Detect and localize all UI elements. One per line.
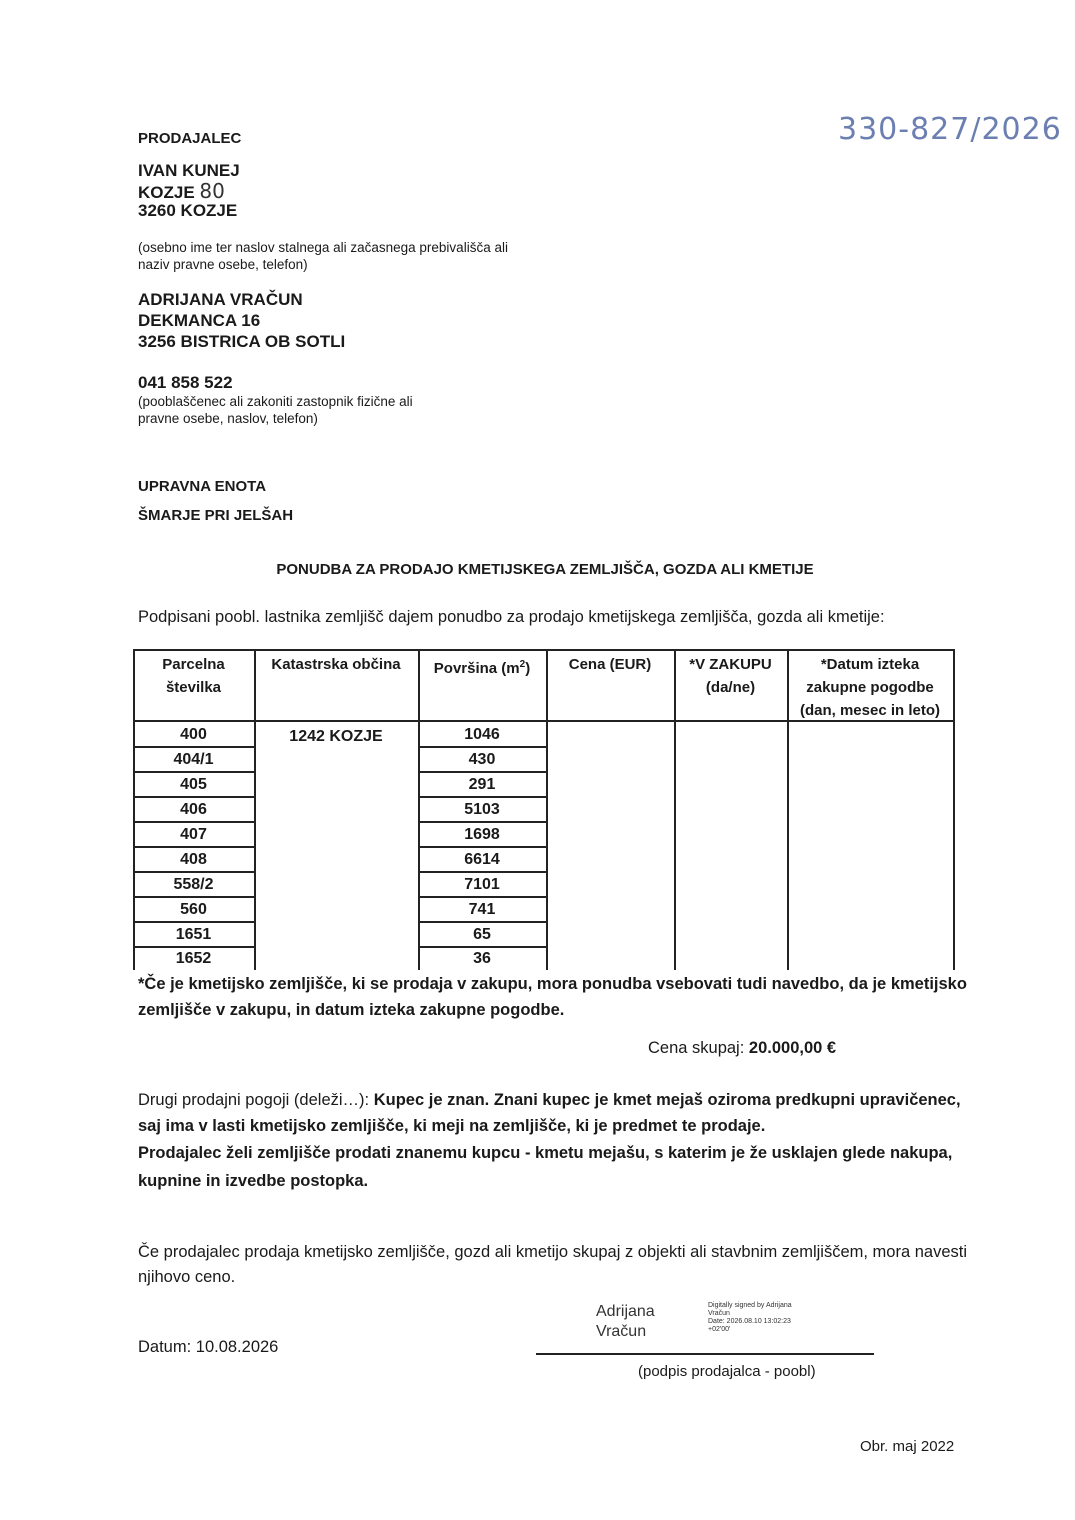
table-row-area: 7101 [464, 876, 500, 893]
seller-postal-city: 3260 KOZJE [138, 201, 238, 220]
table-row-area: 5103 [464, 801, 500, 818]
header-lease-line2: (da/ne) [705, 679, 756, 696]
footnote-line2: zemljišče v zakupu, in datum izteka zakupne pogodbe. [138, 1001, 565, 1019]
table-row-parcel: 408 [180, 851, 207, 868]
signature-name-line1: Adrijana [596, 1303, 655, 1320]
table-row-area: 6614 [464, 851, 500, 868]
header-lease-line1: *V ZAKUPU [689, 656, 772, 673]
conditions-text-line1: Kupec je znan. Znani kupec je kmet mejaš oziroma predkupni upravičenec, [373, 1091, 961, 1109]
intro-text: Podpisani poobl. lastnika zemljišč dajem ponudbo za prodajo kmetijskega zemljišča, gozda ali kmetije: [138, 608, 885, 626]
conditions-text-line4: kupnine in izvedbe postopka. [138, 1172, 369, 1190]
header-area-sup: 2 [519, 659, 526, 670]
signature-meta-line2: Vračun [708, 1310, 730, 1317]
table-row-parcel: 404/1 [173, 751, 214, 768]
representative-hint-line1: (pooblaščenec ali zakoniti zastopnik fizične ali [138, 394, 413, 409]
signature-meta-line4: +02'00' [708, 1326, 731, 1333]
header-expiry-line2: zakupne pogodbe [806, 679, 934, 696]
header-price: Cena (EUR) [568, 656, 652, 673]
table-row-area: 430 [468, 751, 496, 768]
signature-name-line2: Vračun [596, 1323, 647, 1340]
header-parcel-number [133, 653, 254, 699]
representative-name: ADRIJANA VRAČUN [138, 290, 303, 309]
header-expiry-line3: (dan, mesec in leto) [799, 702, 941, 719]
signature-meta-line1: Digitally signed by Adrijana [708, 1302, 792, 1309]
header-lease-expiry [787, 653, 953, 722]
recipient-line2: ŠMARJE PRI JELŠAH [138, 507, 294, 524]
seller-hint-line2: naziv pravne osebe, telefon) [138, 257, 308, 272]
note-line1: Če prodajalec prodaja kmetijsko zemljišče, gozd ali kmetijo skupaj z objekti ali stavbnim zemljiščem, mora navesti [138, 1243, 967, 1261]
table-row-parcel: 400 [180, 726, 207, 743]
total-price [648, 1038, 836, 1059]
table-row-area: 36 [473, 950, 491, 967]
date-line: Datum: 10.08.2026 [138, 1338, 279, 1356]
form-version: Obr. maj 2022 [860, 1438, 955, 1455]
footnote-line1: *Če je kmetijsko zemljišče, ki se prodaja v zakupu, mora ponudba vsebovati tudi navedbo, da je kmetijsko [138, 975, 967, 993]
table-row-parcel: 407 [180, 826, 207, 843]
signature-metadata [708, 1302, 792, 1334]
representative-hint-line2: pravne osebe, naslov, telefon) [138, 411, 318, 426]
reference-number: 330-827/2026 [838, 112, 1062, 147]
parcel-table [133, 649, 955, 970]
representative-street: DEKMANCA 16 [138, 311, 261, 330]
seller-street-number: 80 [199, 179, 225, 203]
seller-hint-line1: (osebno ime ter naslov stalnega ali začasnega prebivališča ali [138, 240, 508, 255]
conditions-text-line2: saj ima v lasti kmetijsko zemljišče, ki meji na zemljišče, ki je predmet te prodaje. [138, 1117, 766, 1135]
signature-meta-line3: Date: 2026.08.10 13:02:23 [708, 1318, 791, 1325]
table-row-parcel: 405 [180, 776, 207, 793]
header-expiry-line1: *Datum izteka [820, 656, 920, 673]
table-row-parcel: 1651 [175, 926, 212, 943]
table-row-parcel: 406 [180, 801, 207, 818]
header-cadastral: Katastrska občina [271, 656, 401, 673]
signature-caption: (podpis prodajalca - poobl) [638, 1363, 816, 1380]
header-parcel-line1: Parcelna [162, 656, 225, 673]
conditions-label: Drugi prodajni pogoji (deleži…): [138, 1091, 370, 1109]
conditions-text-line3: Prodajalec želi zemljišče prodati znanemu kupcu - kmetu mejašu, s katerim je že usklajen glede nakupa, [138, 1144, 953, 1162]
header-area [418, 653, 546, 680]
table-row-area: 1698 [464, 826, 500, 843]
seller-heading: PRODAJALEC [138, 130, 242, 147]
table-row-area: 291 [468, 776, 496, 793]
table-row-parcel: 560 [180, 901, 207, 918]
table-row-area: 741 [468, 901, 496, 918]
total-value: 20.000,00 € [748, 1039, 837, 1057]
total-label: Cena skupaj: [648, 1039, 745, 1057]
document-title: PONUDBA ZA PRODAJO KMETIJSKEGA ZEMLJIŠČA, GOZDA ALI KMETIJE [276, 561, 814, 578]
table-row-area: 1046 [464, 726, 500, 743]
header-parcel-line2: številka [165, 679, 222, 696]
conditions-line1 [138, 1090, 961, 1111]
representative-postal-city: 3256 BISTRICA OB SOTLI [138, 332, 346, 351]
seller-name: IVAN KUNEJ [138, 161, 240, 180]
table-row-parcel: 558/2 [173, 876, 214, 893]
header-area-suffix: ) [525, 660, 531, 677]
representative-phone: 041 858 522 [138, 373, 233, 392]
header-area-prefix: Površina (m [433, 660, 520, 677]
cadastral-value: 1242 KOZJE [289, 728, 383, 745]
signature-name [596, 1302, 655, 1342]
seller-street-text: KOZJE [138, 183, 195, 202]
header-lease [674, 653, 787, 699]
signature-line [536, 1353, 874, 1355]
note-line2: njihovo ceno. [138, 1268, 236, 1286]
table-row-area: 65 [473, 926, 491, 943]
seller-street [138, 181, 225, 203]
recipient-line1: UPRAVNA ENOTA [138, 478, 267, 495]
table-row-parcel: 1652 [175, 950, 212, 967]
